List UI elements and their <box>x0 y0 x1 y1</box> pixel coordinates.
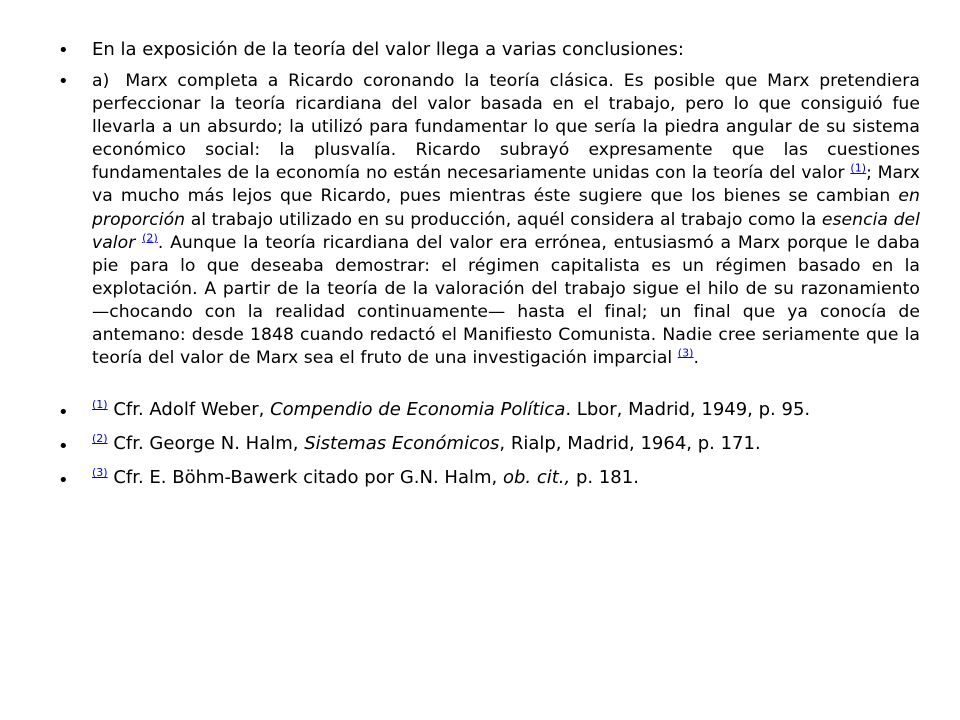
footnote-1-ref[interactable]: (1) <box>92 398 108 412</box>
main-text-4: . Aunque la teoría ricardiana del valor era errónea, entusiasmó a Marx porque le daba pie para lo que deseaba demostrar: el régimen capitalista es un régimen basado en la explotación. A partir de la teoría de la valoración del trabajo sigue el hilo de su razonamiento —chocando con la realidad continuamente— hasta el final; un final que ya conocía de antemano: desde 1848 cuando redactó el Manifiesto Comunista. Nadie cree seriamente que la teoría del valor de Marx sea el fruto de una investigación imparcial <box>92 232 920 369</box>
bullet-dot: • <box>58 470 69 492</box>
bullet-intro <box>58 36 920 64</box>
main-emphasis-2: esencia del valor <box>92 209 920 253</box>
bullet-dot: • <box>58 436 69 458</box>
footnote-link-3[interactable]: (3) <box>677 346 694 360</box>
footnote-2 <box>58 432 920 456</box>
footnote-1-pre: Cfr. Adolf Weber, <box>113 399 265 421</box>
footnote-3-pre: Cfr. E. Böhm-Bawerk citado por G.N. Halm, <box>113 467 498 489</box>
main-text-5: . <box>693 348 700 369</box>
footnote-2-ref[interactable]: (2) <box>92 432 108 446</box>
footnote-3-post: p. 181. <box>575 467 639 489</box>
footnote-3 <box>58 466 920 490</box>
footnote-1-post: . Lbor, Madrid, 1949, p. 95. <box>565 399 811 421</box>
bullet-list <box>58 36 920 490</box>
footnote-3-ref[interactable]: (3) <box>92 466 108 480</box>
footnote-2-title: Sistemas Económicos <box>304 433 500 455</box>
footnote-2-pre: Cfr. George N. Halm, <box>113 433 299 455</box>
footnote-1-title: Compendio de Economia Política <box>270 399 566 421</box>
main-text-2: ; Marx va mucho más lejos que Ricardo, pues mientras éste sugiere que los bienes se cambian <box>92 163 920 207</box>
main-text-1: Marx completa a Ricardo coronando la teoría clásica. Es posible que Marx pretendiera perfeccionar la teoría ricardiana del valor basada en el trabajo, pero lo que consiguió fue llevarla a un absurdo; la utilizó para fundamentar lo que sería la piedra angular de su sistema económico social: la plusvalía. Ricardo subrayó expresamente que las cuestiones fundamentales de la economía no están necesariamente unidas con la teoría del valor <box>92 71 920 184</box>
footnote-2-post: , Rialp, Madrid, 1964, p. 171. <box>499 433 761 455</box>
main-emphasis-1: en proporción <box>92 186 920 230</box>
bullet-dot: • <box>58 40 69 61</box>
main-text-3: al trabajo utilizado en su producción, aquél considera al trabajo como la <box>190 209 817 230</box>
bullet-dot: • <box>58 402 69 424</box>
bullet-main <box>58 70 920 370</box>
footnote-3-title: ob. cit., <box>502 467 571 489</box>
footnote-1 <box>58 398 920 422</box>
intro-text: En la exposición de la teoría del valor llega a varias conclusiones: <box>92 39 684 60</box>
footnote-link-2[interactable]: (2) <box>142 230 158 244</box>
bullet-dot: • <box>58 71 69 92</box>
main-label: a) <box>92 71 110 91</box>
footnote-link-1[interactable]: (1) <box>850 161 867 175</box>
